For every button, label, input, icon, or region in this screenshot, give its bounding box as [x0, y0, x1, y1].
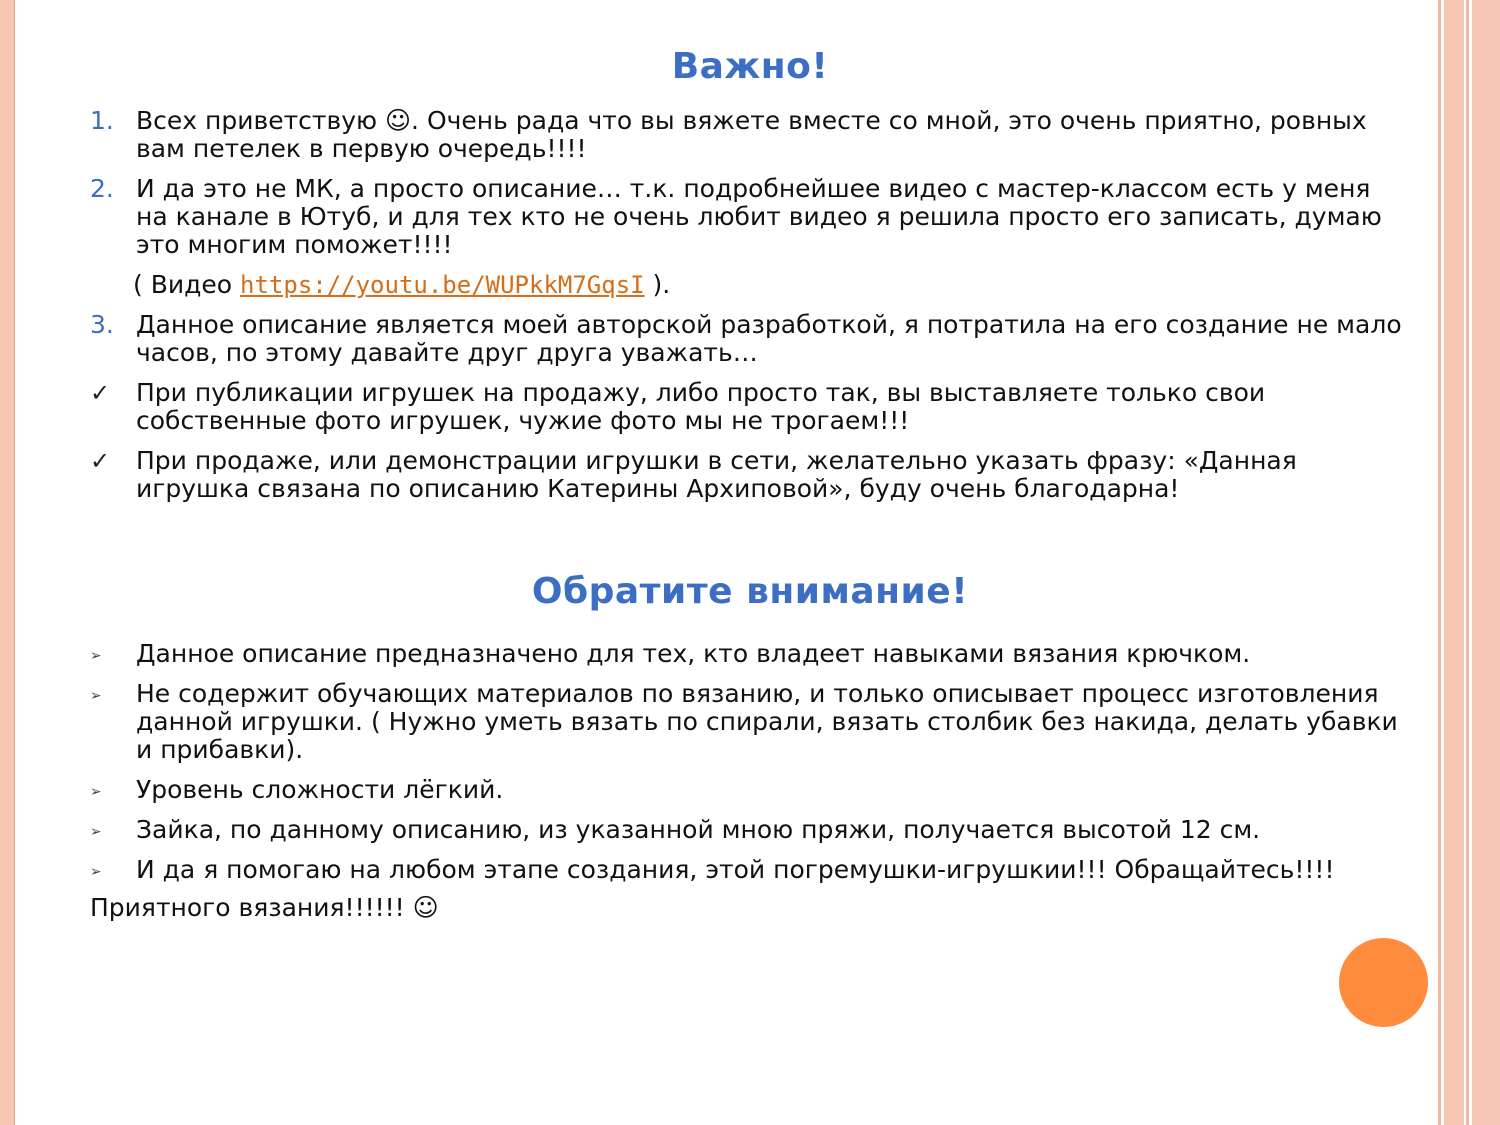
attention-item-2	[90, 680, 1410, 764]
important-item-3	[90, 311, 1410, 367]
item-text: Всех приветствую ☺. Очень рада что вы вяжете вместе со мной, это очень приятно, ровных вам петелек в первую очередь!!!!	[136, 106, 1367, 163]
arrow-bullet-icon: ➢	[90, 784, 102, 800]
item-text: Данное описание является моей авторской разработкой, я потратила на его создание не мало часов, по этому давайте друг друга уважать…	[136, 310, 1402, 367]
item-text: И да это не МК, а просто описание… т.к. подробнейшее видео с мастер-классом есть у меня на канале в Ютуб, и для тех кто не очень любит видео я решила просто его записать, думаю это многим поможет!!!!	[136, 174, 1382, 259]
item-text: При продаже, или демонстрации игрушки в сети, желательно указать фразу: «Данная игрушка связана по описанию Катерины Архиповой», буду очень благодарна!	[136, 446, 1297, 503]
important-item-4	[90, 379, 1410, 435]
important-item-5	[90, 447, 1410, 503]
arrow-bullet-icon: ➢	[90, 824, 102, 840]
important-item-2	[90, 175, 1410, 259]
item-text: Зайка, по данному описанию, из указанной мною пряжи, получается высотой 12 см.	[136, 815, 1261, 844]
list-number: 2.	[90, 174, 114, 203]
youtube-link[interactable]: https://youtu.be/WUPkkM7GqsI	[240, 271, 645, 299]
list-number: 3.	[90, 310, 114, 339]
item-text: Данное описание предназначено для тех, кто владеет навыками вязания крючком.	[136, 639, 1251, 668]
attention-item-4	[90, 816, 1410, 844]
slide-content	[90, 40, 1410, 922]
list-number: 1.	[90, 106, 114, 135]
attention-item-1	[90, 640, 1410, 668]
video-prefix: ( Видео	[133, 270, 241, 299]
heading-important: Важно!	[671, 46, 829, 87]
attention-item-5	[90, 856, 1410, 884]
item-text: Не содержит обучающих материалов по вязанию, и только описывает процесс изготовления данной игрушки. ( Нужно уметь вязать по спирали, вязать столбик без накида, делать убавки и прибавки).	[136, 679, 1398, 764]
checkmark-icon: ✓	[90, 447, 111, 475]
item-text: При публикации игрушек на продажу, либо просто так, вы выставляете только свои собственные фото игрушек, чужие фото мы не трогаем!!!	[136, 378, 1266, 435]
attention-item-3	[90, 776, 1410, 804]
heading-attention: Обратите внимание!	[531, 571, 969, 612]
right-border-decoration	[1438, 0, 1500, 1125]
closing-text: Приятного вязания!!!!!! ☺	[90, 893, 439, 922]
left-border-decoration	[0, 0, 14, 1125]
arrow-bullet-icon: ➢	[90, 864, 102, 880]
checkmark-icon: ✓	[90, 379, 111, 407]
video-suffix: ).	[644, 270, 671, 299]
orange-circle-decoration	[1339, 938, 1428, 1027]
video-line	[90, 271, 1410, 299]
item-text: Уровень сложности лёгкий.	[136, 775, 504, 804]
item-text: И да я помогаю на любом этапе создания, этой погремушки-игрушкии!!! Обращайтесь!!!!	[136, 855, 1335, 884]
important-item-1	[90, 107, 1410, 163]
arrow-bullet-icon: ➢	[90, 648, 102, 664]
arrow-bullet-icon: ➢	[90, 688, 102, 704]
